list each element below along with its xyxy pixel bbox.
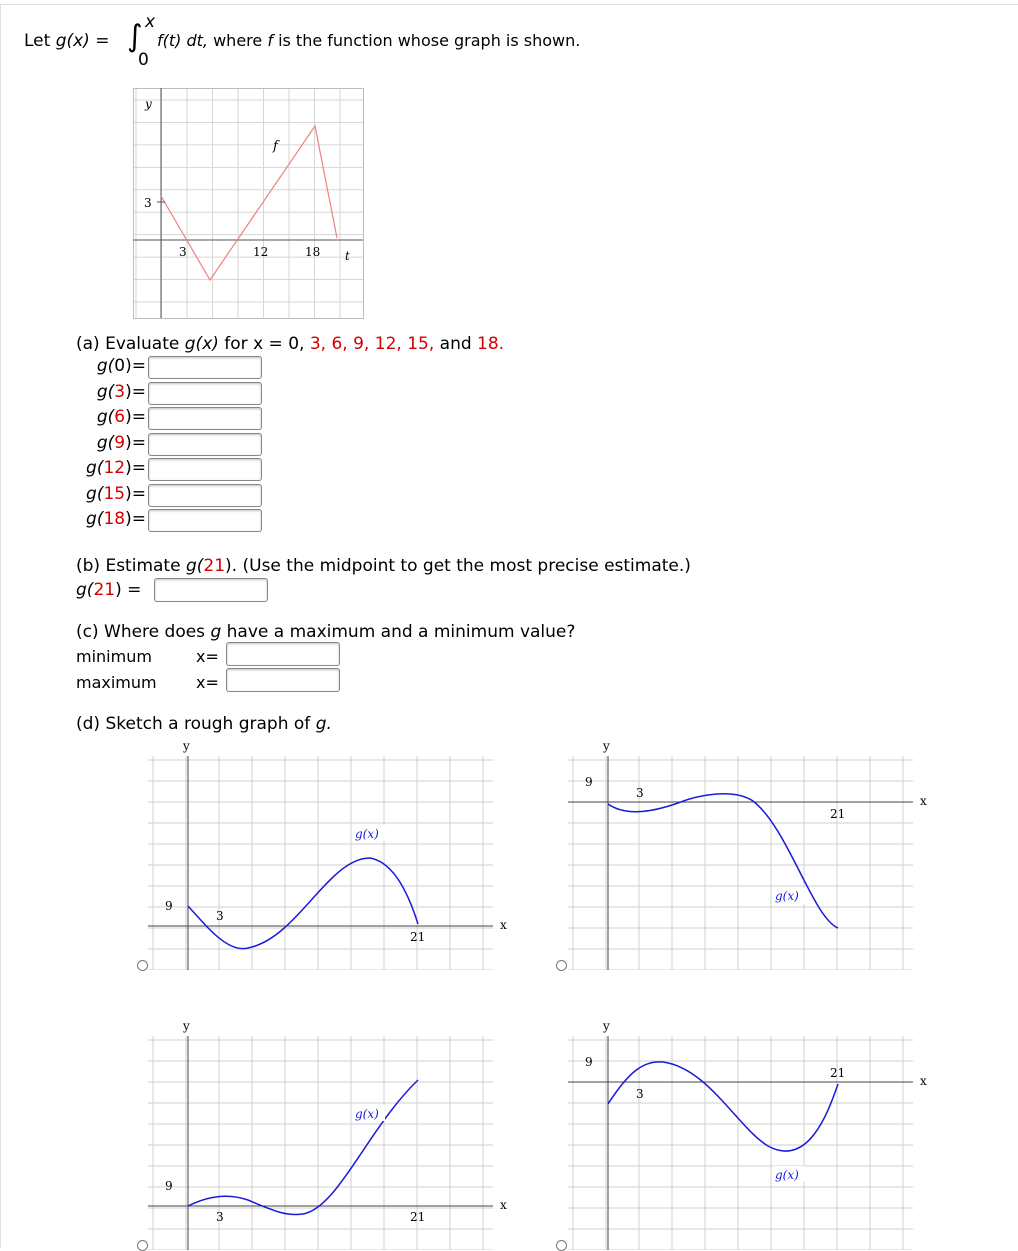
g-row-label <box>76 433 146 453</box>
part-d-prompt <box>76 714 332 734</box>
g-row-input[interactable] <box>148 509 262 532</box>
g-row-func: g( <box>96 381 115 402</box>
part-a-v3: 3, <box>309 334 327 354</box>
g-row-input[interactable] <box>148 484 262 507</box>
g-row-arg: 0 <box>114 356 126 376</box>
f-curve-label: f <box>273 139 278 154</box>
top-border <box>0 4 1018 5</box>
choice-2-xtick-3: 3 <box>636 786 644 800</box>
choice-3-grid <box>148 1036 493 1250</box>
part-b-prefix: (b) Estimate <box>76 556 181 576</box>
g-row-label <box>76 458 146 478</box>
f-graph <box>133 88 365 320</box>
g-row-func: g( <box>86 483 104 504</box>
choice-3-ylabel: y <box>183 1019 190 1033</box>
g-row-arg: 6 <box>114 407 126 427</box>
rest-text: is the function whose graph is shown. <box>278 31 581 50</box>
g-row-label <box>76 382 146 402</box>
choice-4-xtick-3: 3 <box>636 1087 644 1101</box>
part-a-v15: 15, <box>407 334 435 354</box>
g-row-close: )= <box>125 458 146 478</box>
part-a-v18: 18. <box>477 334 505 354</box>
g-row-arg: 12 <box>103 458 126 478</box>
choice-1-ytick: 9 <box>165 899 173 913</box>
g-row-arg: 9 <box>114 432 126 453</box>
part-a-gx: g(x) <box>184 334 219 354</box>
g-row-close: )= <box>125 407 146 427</box>
choice-4-curve-label: g(x) <box>775 1168 799 1182</box>
part-c-prompt <box>76 622 575 642</box>
integral-sign: ∫ <box>127 19 143 54</box>
choice-1-xtick-3: 3 <box>216 909 224 923</box>
g-row-arg: 15 <box>103 483 126 504</box>
f-xtick-12: 12 <box>253 245 269 259</box>
part-a-for: for x = 0, <box>224 334 305 354</box>
part-b-prompt <box>76 556 691 576</box>
g-row-func: g( <box>96 407 115 427</box>
part-b-answer-arg: 21 <box>93 580 116 600</box>
g-row-input[interactable] <box>148 356 262 379</box>
choice-2-xtick-21: 21 <box>830 807 846 821</box>
g-row-func: g( <box>96 356 115 376</box>
g-row-func: g( <box>86 458 104 478</box>
choice-3-xtick-21: 21 <box>410 1210 426 1224</box>
f-ylabel: y <box>145 97 152 111</box>
g-row-arg: 18 <box>103 509 126 529</box>
g-row-input[interactable] <box>148 458 262 481</box>
choice-1-xtick-21: 21 <box>410 930 426 944</box>
g-row-label <box>76 509 146 529</box>
g-row-close: )= <box>125 483 146 504</box>
g21-input[interactable] <box>154 578 268 602</box>
minimum-x-eq: x= <box>196 647 219 666</box>
g-row-close: )= <box>125 432 146 453</box>
maximum-input[interactable] <box>226 668 340 692</box>
choice-3-xtick-3: 3 <box>216 1210 224 1224</box>
g-row-label <box>76 484 146 504</box>
part-c-g: g <box>210 622 222 642</box>
choice-1-curve-label: g(x) <box>355 827 379 841</box>
g-row-input[interactable] <box>148 407 262 430</box>
maximum-x-eq: x= <box>196 673 219 692</box>
g-definition: g(x) = <box>55 31 110 51</box>
choice-2-xlabel: x <box>920 794 927 808</box>
g-row-func: g( <box>96 432 115 453</box>
part-a-v6: 6, <box>331 334 348 354</box>
g-row-close: )= <box>125 509 146 529</box>
g-row-close: )= <box>125 356 146 376</box>
choice-3-curve-label: g(x) <box>355 1107 379 1121</box>
choice-3-radio[interactable] <box>137 1240 148 1251</box>
g-row-input[interactable] <box>148 433 262 456</box>
part-b-close: ). <box>225 556 238 576</box>
part-d-g: g. <box>315 714 332 734</box>
where-text: where <box>213 31 263 50</box>
part-c-prefix: (c) Where does <box>76 622 206 642</box>
part-b-arg: 21 <box>203 556 226 576</box>
g-row-close: )= <box>125 381 146 402</box>
choice-2-ytick: 9 <box>585 775 593 789</box>
part-b-note: (Use the midpoint to get the most precise estimate.) <box>242 556 691 576</box>
part-c-rest: have a maximum and a minimum value? <box>226 622 576 642</box>
maximum-label: maximum <box>76 673 157 692</box>
f-letter: f <box>267 31 273 50</box>
choice-1-graph[interactable] <box>148 738 518 970</box>
choice-4-xtick-21: 21 <box>830 1066 846 1080</box>
integral-upper-limit: x <box>145 12 156 32</box>
integral-lower-limit: 0 <box>138 50 149 70</box>
problem-statement <box>24 31 109 51</box>
choice-4-grid <box>568 1036 913 1250</box>
part-d-prefix: (d) Sketch a rough graph of <box>76 714 311 734</box>
part-a-v12: 12, <box>374 334 402 354</box>
choice-4-ylabel: y <box>603 1019 610 1033</box>
choice-1-grid <box>148 756 493 970</box>
choice-3-ytick: 9 <box>165 1179 173 1193</box>
g-row-label <box>76 356 146 376</box>
part-b-answer-g: g( <box>76 580 94 600</box>
choice-1-xlabel: x <box>500 918 507 932</box>
g-row-arg: 3 <box>114 381 126 402</box>
choice-2-ylabel: y <box>603 739 610 753</box>
f-ytick-label: 3 <box>144 196 152 210</box>
part-a-prompt <box>76 334 504 354</box>
minimum-input[interactable] <box>226 642 340 666</box>
minimum-label: minimum <box>76 647 152 666</box>
part-b-answer-label <box>76 580 141 600</box>
part-b-answer-close: ) = <box>115 580 142 600</box>
part-a-prefix: (a) Evaluate <box>76 334 180 354</box>
choice-3-graph[interactable] <box>148 1018 518 1250</box>
f-graph-frame <box>134 89 364 319</box>
f-xtick-3: 3 <box>179 245 187 259</box>
choice-2-graph[interactable] <box>568 738 938 970</box>
let-text: Let <box>24 31 51 51</box>
part-a-v9: 9, <box>353 334 370 354</box>
choice-2-radio[interactable] <box>556 960 567 971</box>
part-a-and: and <box>439 334 472 354</box>
choice-2-curve-label: g(x) <box>775 889 799 903</box>
g-row-label <box>76 407 146 427</box>
choice-4-ytick: 9 <box>585 1055 593 1069</box>
choice-1-ylabel: y <box>183 739 190 753</box>
choice-2-grid <box>568 756 913 970</box>
left-border <box>0 4 1 1248</box>
choice-3-xlabel: x <box>500 1198 507 1212</box>
integrand-text: f(t) dt, <box>157 31 208 50</box>
g-row-func: g( <box>86 509 104 529</box>
choice-4-xlabel: x <box>920 1074 927 1088</box>
choice-1-radio[interactable] <box>137 960 148 971</box>
integrand <box>157 31 580 50</box>
part-b-g: g( <box>185 556 204 576</box>
f-xlabel: t <box>345 249 350 263</box>
choice-4-radio[interactable] <box>556 1240 567 1251</box>
choice-4-graph[interactable] <box>568 1018 938 1250</box>
g-row-input[interactable] <box>148 382 262 405</box>
f-xtick-18: 18 <box>305 245 321 259</box>
